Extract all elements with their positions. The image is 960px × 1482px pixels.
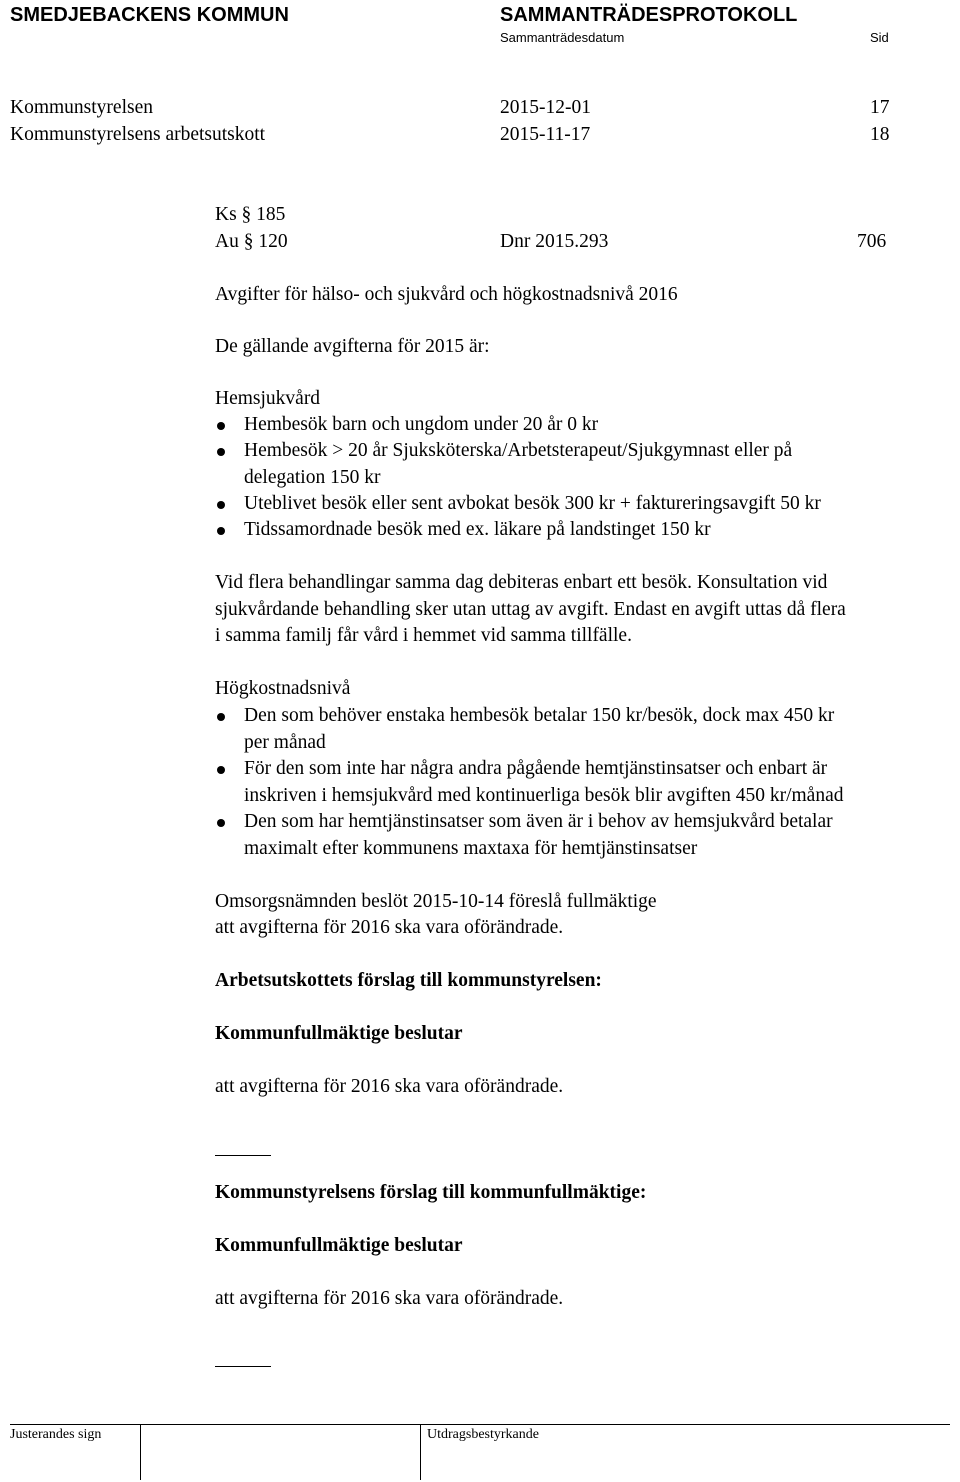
list-item-continuation: delegation 150 kr [244, 467, 381, 488]
case-title: Avgifter för hälso- och sjukvård och högkostnadsnivå 2016 [215, 284, 678, 305]
ks-decides-heading: Kommunfullmäktige beslutar [215, 1235, 463, 1256]
footer-rule [10, 1424, 950, 1425]
bullet-icon [217, 819, 225, 827]
list-item-continuation: maximalt efter kommunens maxtaxa för hemtjänstinsatser [244, 838, 698, 859]
paragraph-line: sjukvårdande behandling sker utan uttag av avgift. Endast en avgift uttas då flera [215, 599, 846, 620]
list-item: Den som behöver enstaka hembesök betalar 150 kr/besök, dock max 450 kr [244, 705, 835, 726]
meeting-date-label: Sammanträdesdatum [500, 30, 625, 45]
footer-divider [140, 1424, 141, 1480]
bullet-icon [217, 527, 225, 535]
paragraph-line: i samma familj får vård i hemmet vid samma tillfälle. [215, 625, 632, 646]
meeting-date: 2015-12-01 [500, 97, 591, 118]
ks-decision-text: att avgifterna för 2016 ska vara oförändrade. [215, 1288, 564, 1309]
bullet-icon [217, 766, 225, 774]
diary-number: Dnr 2015.293 [500, 231, 609, 252]
au-decides-heading: Kommunfullmäktige beslutar [215, 1023, 463, 1044]
ks-proposal-heading: Kommunstyrelsens förslag till kommunfullmäktige: [215, 1182, 647, 1203]
au-paragraph: Au § 120 [215, 231, 288, 252]
ks-paragraph: Ks § 185 [215, 204, 286, 225]
document-type: SAMMANTRÄDESPROTOKOLL [500, 4, 798, 26]
bullet-icon [217, 713, 225, 721]
au-proposal-heading: Arbetsutskottets förslag till kommunstyrelsen: [215, 970, 602, 991]
list-item: Hembesök barn och ungdom under 20 år 0 kr [244, 414, 599, 435]
meeting-date: 2015-11-17 [500, 124, 591, 145]
certification-label: Utdragsbestyrkande [427, 1427, 539, 1442]
footer-divider [420, 1424, 421, 1480]
bullet-icon [217, 448, 225, 456]
list-item: Tidssamordnade besök med ex. läkare på landstinget 150 kr [244, 519, 711, 540]
signature-label: Justerandes sign [10, 1427, 102, 1442]
page-label: Sid [870, 30, 889, 45]
meeting-page: 18 [870, 124, 890, 145]
archive-code: 706 [857, 231, 887, 252]
paragraph-line: Vid flera behandlingar samma dag debiteras enbart ett besök. Konsultation vid [215, 572, 828, 593]
list-item: För den som inte har några andra pågående hemtjänstinsatser och enbart är [244, 758, 828, 779]
bullet-icon [217, 501, 225, 509]
separator-rule [215, 1344, 271, 1367]
omsorg-line: att avgifterna för 2016 ska vara oförändrade. [215, 917, 564, 938]
list-item-continuation: inskriven i hemsjukvård med kontinuerliga besök blir avgiften 450 kr/månad [244, 785, 844, 806]
list-item: Den som har hemtjänstinsatser som även är i behov av hemsjukvård betalar [244, 811, 833, 832]
bullet-icon [217, 422, 225, 430]
hemsjukvard-heading: Hemsjukvård [215, 388, 321, 409]
list-item-continuation: per månad [244, 732, 326, 753]
list-item: Uteblivet besök eller sent avbokat besök 300 kr + faktureringsavgift 50 kr [244, 493, 821, 514]
meeting-body: Kommunstyrelsens arbetsutskott [10, 124, 266, 145]
meeting-page: 17 [870, 97, 890, 118]
municipality-name: SMEDJEBACKENS KOMMUN [10, 4, 289, 26]
meeting-body: Kommunstyrelsen [10, 97, 153, 118]
separator-rule [215, 1133, 271, 1156]
intro-text: De gällande avgifterna för 2015 är: [215, 336, 490, 357]
list-item: Hembesök > 20 år Sjuksköterska/Arbetsterapeut/Sjukgymnast eller på [244, 440, 793, 461]
hogkostnad-heading: Högkostnadsnivå [215, 678, 351, 699]
omsorg-line: Omsorgsnämnden beslöt 2015-10-14 föreslå fullmäktige [215, 891, 657, 912]
au-decision-text: att avgifterna för 2016 ska vara oförändrade. [215, 1076, 564, 1097]
